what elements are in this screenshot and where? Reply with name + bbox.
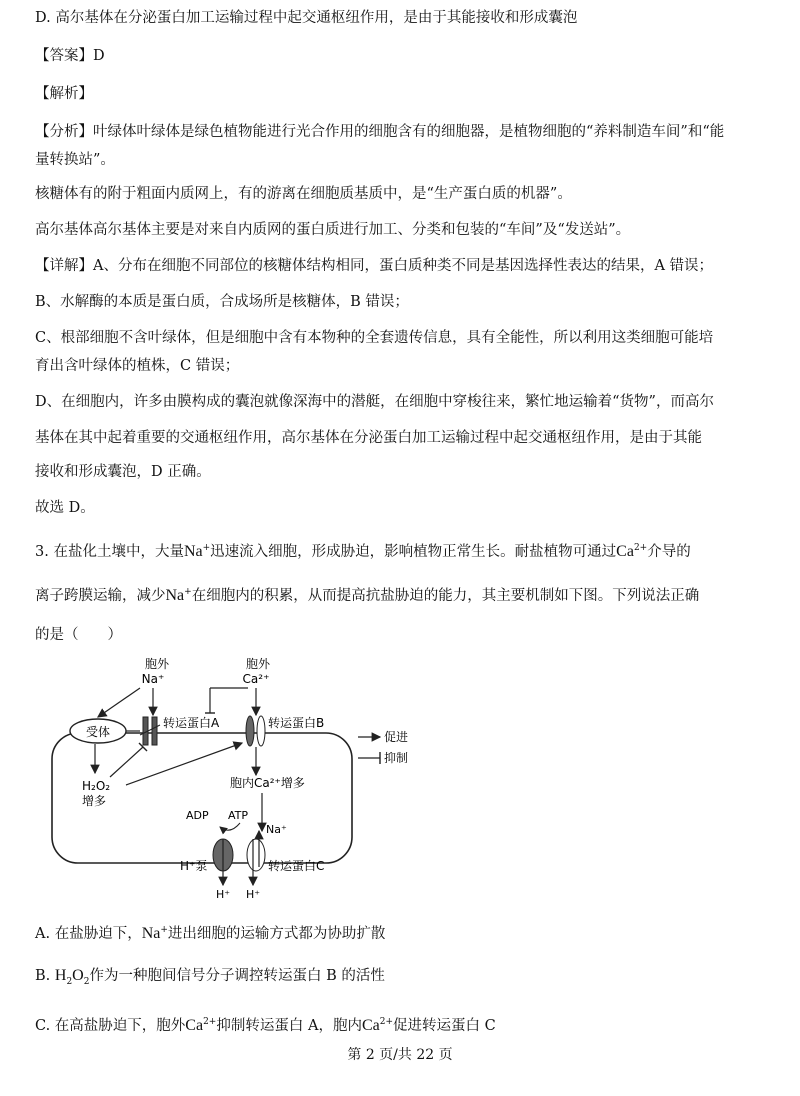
answer-label: 【答案】D xyxy=(35,48,105,64)
page-footer: 第 2 页/共 22 页 xyxy=(347,1047,453,1063)
h2o2-label: H₂O₂ xyxy=(82,779,111,793)
detail-line-d3: 接收和形成囊泡，D 正确。 xyxy=(35,464,211,480)
transporter-a-label: 转运蛋白A xyxy=(163,716,220,730)
analysis-label: 【解析】 xyxy=(35,86,93,102)
h2o2-increase: 增多 xyxy=(82,794,107,808)
option-d-line: D. 高尔基体在分泌蛋白加工运输过程中起交通枢纽作用，是由于其能接收和形成囊泡 xyxy=(35,10,578,26)
inner-ca-label: 胞内Ca²⁺增多 xyxy=(230,776,305,790)
question-3-line-1: 3. 在盐化土壤中，大量Na+迅速流入细胞，形成胁迫，影响植物正常生长。耐盐植物可通过$Ca^{2+}$介导的 xyxy=(35,542,691,560)
ribosome-line: 核糖体有的附于粗面内质网上，有的游离在细胞质基质中，是“生产蛋白质的机器”。 xyxy=(35,186,572,202)
detail-line-c1: C、根部细胞不含叶绿体，但是细胞中含有本物种的全套遗传信息，具有全能性，所以利用这类细胞可能培 xyxy=(35,330,714,346)
receptor-label: 受体 xyxy=(85,725,111,739)
transporter-b-label: 转运蛋白B xyxy=(268,716,325,730)
outside-na-label: 胞外 xyxy=(144,657,170,671)
transporter-c-label: 转运蛋白C xyxy=(268,859,325,873)
detail-line-a: 【详解】A、分布在细胞不同部位的核糖体结构相同，蛋白质种类不同是基因选择性表达的结果，A 错误； xyxy=(35,258,714,274)
legend-promote: 促进 xyxy=(384,730,409,744)
na-in-label: Na⁺ xyxy=(266,823,287,836)
transporter-c xyxy=(247,839,265,871)
transporter-a xyxy=(140,717,160,745)
legend-inhibit: 抑制 xyxy=(384,751,409,765)
outside-ca-ion: Ca²⁺ xyxy=(242,672,270,686)
conclusion-line: 故选 D。 xyxy=(35,500,95,516)
adp-label: ADP xyxy=(186,809,209,822)
detail-line-d1: D、在细胞内，许多由膜构成的囊泡就像深海中的潜艇，在细胞中穿梭往来，繁忙地运输着“货物”，而高尔 xyxy=(35,394,714,410)
detail-line-d2: 基体在其中起着重要的交通枢纽作用，高尔基体在分泌蛋白加工运输过程中起交通枢纽作用，是由于其能 xyxy=(35,430,702,446)
option-c: C. 在高盐胁迫下，胞外$Ca^{2+}$抑制转运蛋白 A，胞内$Ca^{2+}$促进转运蛋白 C xyxy=(35,1016,496,1034)
h-out-1: H⁺ xyxy=(216,888,231,900)
h-pump-label: H⁺泵 xyxy=(180,859,208,873)
option-b: B. $H_2O_2$作为一种胞间信号分子调控转运蛋白 B 的活性 xyxy=(35,967,385,987)
option-a: A. 在盐胁迫下，Na+进出细胞的运输方式都为协助扩散 xyxy=(35,924,386,942)
golgi-line: 高尔基体高尔基体主要是对来自内质网的蛋白质进行加工、分类和包装的“车间”及“发送站”。 xyxy=(35,222,631,238)
analysis-line-1: 【分析】叶绿体叶绿体是绿色植物能进行光合作用的细胞含有的细胞器，是植物细胞的“养料制造车间”和“能 xyxy=(35,124,725,140)
detail-line-b: B、水解酶的本质是蛋白质，合成场所是核糖体，B 错误； xyxy=(35,294,409,310)
transporter-b xyxy=(246,716,265,746)
analysis-line-2: 量转换站”。 xyxy=(35,152,115,168)
outside-ca-label: 胞外 xyxy=(245,657,271,671)
outside-na-ion: Na⁺ xyxy=(141,672,165,686)
detail-line-c2: 育出含叶绿体的植株，C 错误； xyxy=(35,358,240,374)
question-3-line-3: 的是（ ） xyxy=(35,627,122,643)
h-out-2: H⁺ xyxy=(246,888,261,900)
atp-label: ATP xyxy=(228,809,249,822)
mechanism-diagram xyxy=(40,655,440,900)
question-3-line-2: 离子跨膜运输，减少Na+在细胞内的积累，从而提高抗盐胁迫的能力，其主要机制如下图。下列说法正确 xyxy=(35,586,700,604)
